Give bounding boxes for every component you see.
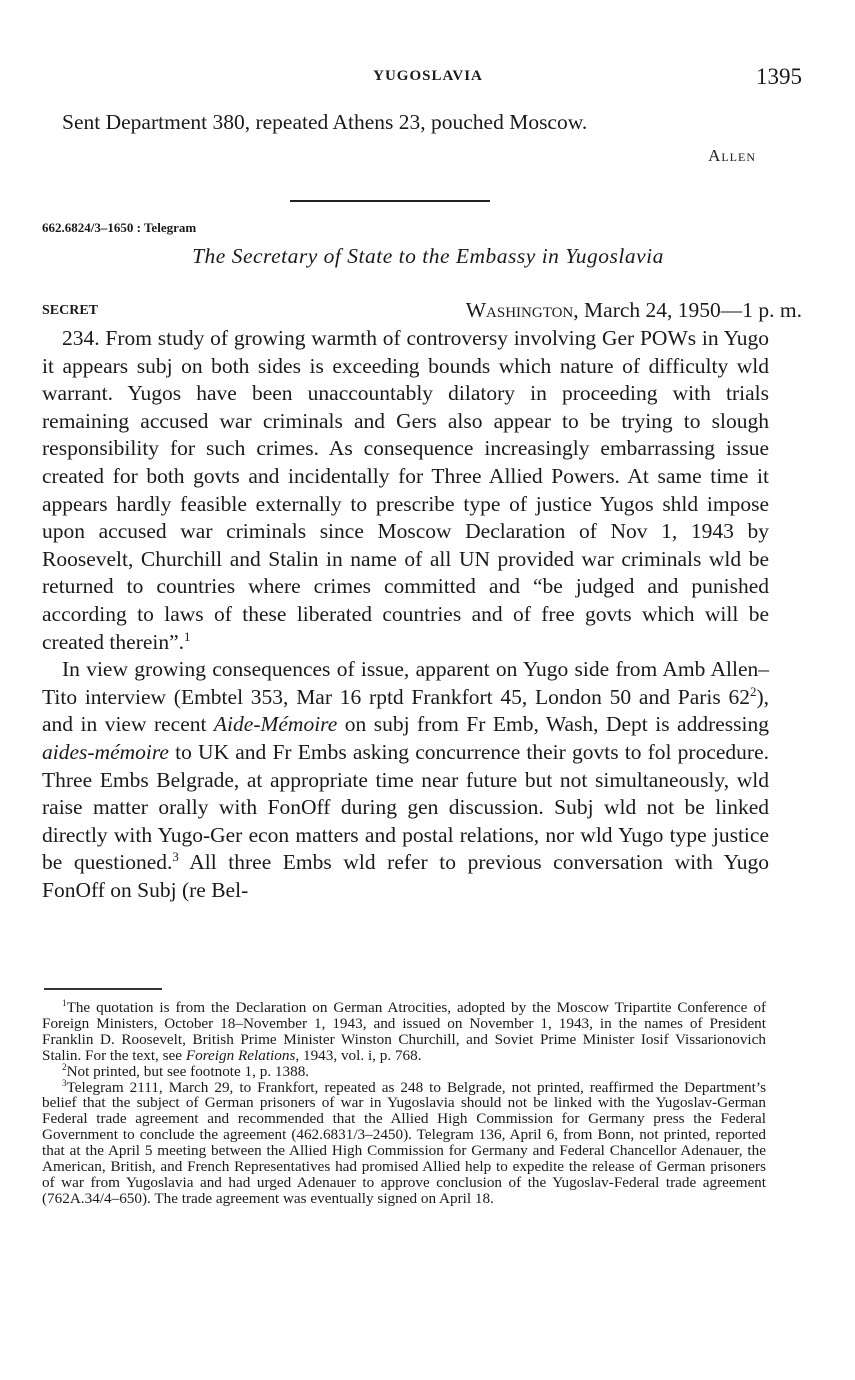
paragraph-2-text-e: All three Embs wld refer to previous conversation with Yugo FonOff on Subj (re Bel- [42, 850, 769, 902]
previous-document-closing-line: Sent Department 380, repeated Athens 23, pouched Moscow. [62, 110, 588, 134]
footnotes [42, 997, 766, 1207]
paragraph-2-text-d: to UK and Fr Embs asking concurrence their govts to fol procedure. Three Embs Belgrade, at appropriate time near future but not simultaneously, wld raise matter orally with FonOff during gen discussion. Subj wld not be linked directly with Yugo-Ger econ matters and postal relations, nor wld Yugo type justice be questioned. [42, 739, 769, 875]
body-paragraph-1 [42, 325, 769, 656]
footnote-1-text-b: , 1943, vol. i, p. 768. [295, 1046, 422, 1064]
classification: SECRET [42, 303, 99, 318]
paragraph-2-text-b: ), and in view recent [42, 684, 769, 737]
footnote-2-text: Not printed, but see footnote 1, p. 1388. [66, 1062, 310, 1080]
telegram-body [42, 325, 769, 904]
footnote-1-text-a: The quotation is from the Declaration on German Atrocities, adopted by the Moscow Tripartite Conference of Foreign Ministers, October 18–November 1, 1943, and issued on November 1, 1943, in the names of President Franklin D. Roosevelt, British Prime Minister Winston Churchill, and Soviet Prime Minister Iosif Vissarionovich Stalin. For the text, see [42, 999, 766, 1064]
body-paragraph-2 [42, 656, 769, 904]
aides-memoire-term: aides-mémoire [42, 739, 169, 764]
signature: Allen [708, 146, 756, 165]
aide-memoire-term: Aide-Mémoire [213, 712, 338, 737]
paragraph-1-text: 234. From study of growing warmth of controversy involving Ger POWs in Yugo it appears subj on both sides is exceeding bounds which nature of difficulty wld warrant. Yugos have been unaccountably dilatory in proceeding with trials remaining accused war criminals and Gers also appear to be trying to slough responsibility for such crimes. As consequence increasingly embarrassing issue created for both govts and incidentally for Three Allied Powers. At same time it appears hardly feasible externally to prescribe type of justice Yugos shld impose upon accused war criminals since Moscow Declaration of Nov 1, 1943 by Roosevelt, Churchill and Stalin in name of all UN provided war criminals wld be returned to countries where crimes committed and “be judged and punished according to laws of these liberated countries and of free govts which will be created therein”. [42, 326, 769, 654]
footnote-3-marker: 3 [62, 1077, 67, 1088]
footnote-1-publication: Foreign Relations [185, 1046, 296, 1064]
page-number: 1395 [756, 64, 802, 89]
footnote-1 [42, 997, 766, 1064]
footnote-1-marker: 1 [62, 997, 67, 1008]
document-heading: The Secretary of State to the Embassy in Yugoslavia [192, 244, 664, 268]
paragraph-2-text-a: In view growing consequences of issue, apparent on Yugo side from Amb Allen–Tito interview (Embtel 353, Mar 16 rptd Frankfort 45, London 50 and Paris 62 [42, 657, 769, 709]
footnote-marker-3: 3 [172, 850, 179, 865]
dateline [466, 298, 802, 323]
section-divider [290, 200, 490, 202]
running-head [42, 64, 814, 90]
footnote-marker-1: 1 [184, 629, 191, 644]
footnote-2 [42, 1061, 766, 1080]
file-reference: 662.6824/3–1650 : Telegram [42, 220, 197, 235]
document-meta [42, 298, 814, 326]
footnote-3 [42, 1077, 766, 1207]
footnote-rule [44, 988, 162, 990]
running-title: YUGOSLAVIA [373, 68, 483, 84]
paragraph-2-text-c: on subj from Fr Emb, Wash, Dept is addressing [337, 712, 769, 737]
dateline-city: Washington, [465, 298, 579, 322]
footnote-3-text: Telegram 2111, March 29, to Frankfort, repeated as 248 to Belgrade, not printed, reaffirmed the Department’s belief that the subject of German prisoners of war in Yugoslavia should not be linked with the Yugoslav-German Federal trade agreement and recommended that the Allied High Commission for Germany press the Federal Government to conclude the agreement (462.6831/3–2450). Telegram 136, April 6, from Bonn, not printed, reported that at the April 5 meeting between the Allied High Commission for Germany and Federal Chancellor Adenauer, the American, British, and French Representatives had promised Allied help to expedite the release of German prisoners of war from Yugoslavia and had urged Adenauer to approve conclusion of the Yugoslav-Federal trade agreement (762A.34/4–650). The trade agreement was eventually signed on April 18. [42, 1078, 766, 1207]
footnote-marker-2: 2 [750, 684, 757, 699]
footnote-2-marker: 2 [62, 1061, 67, 1072]
dateline-date: March 24, 1950—1 p. m. [578, 298, 802, 322]
